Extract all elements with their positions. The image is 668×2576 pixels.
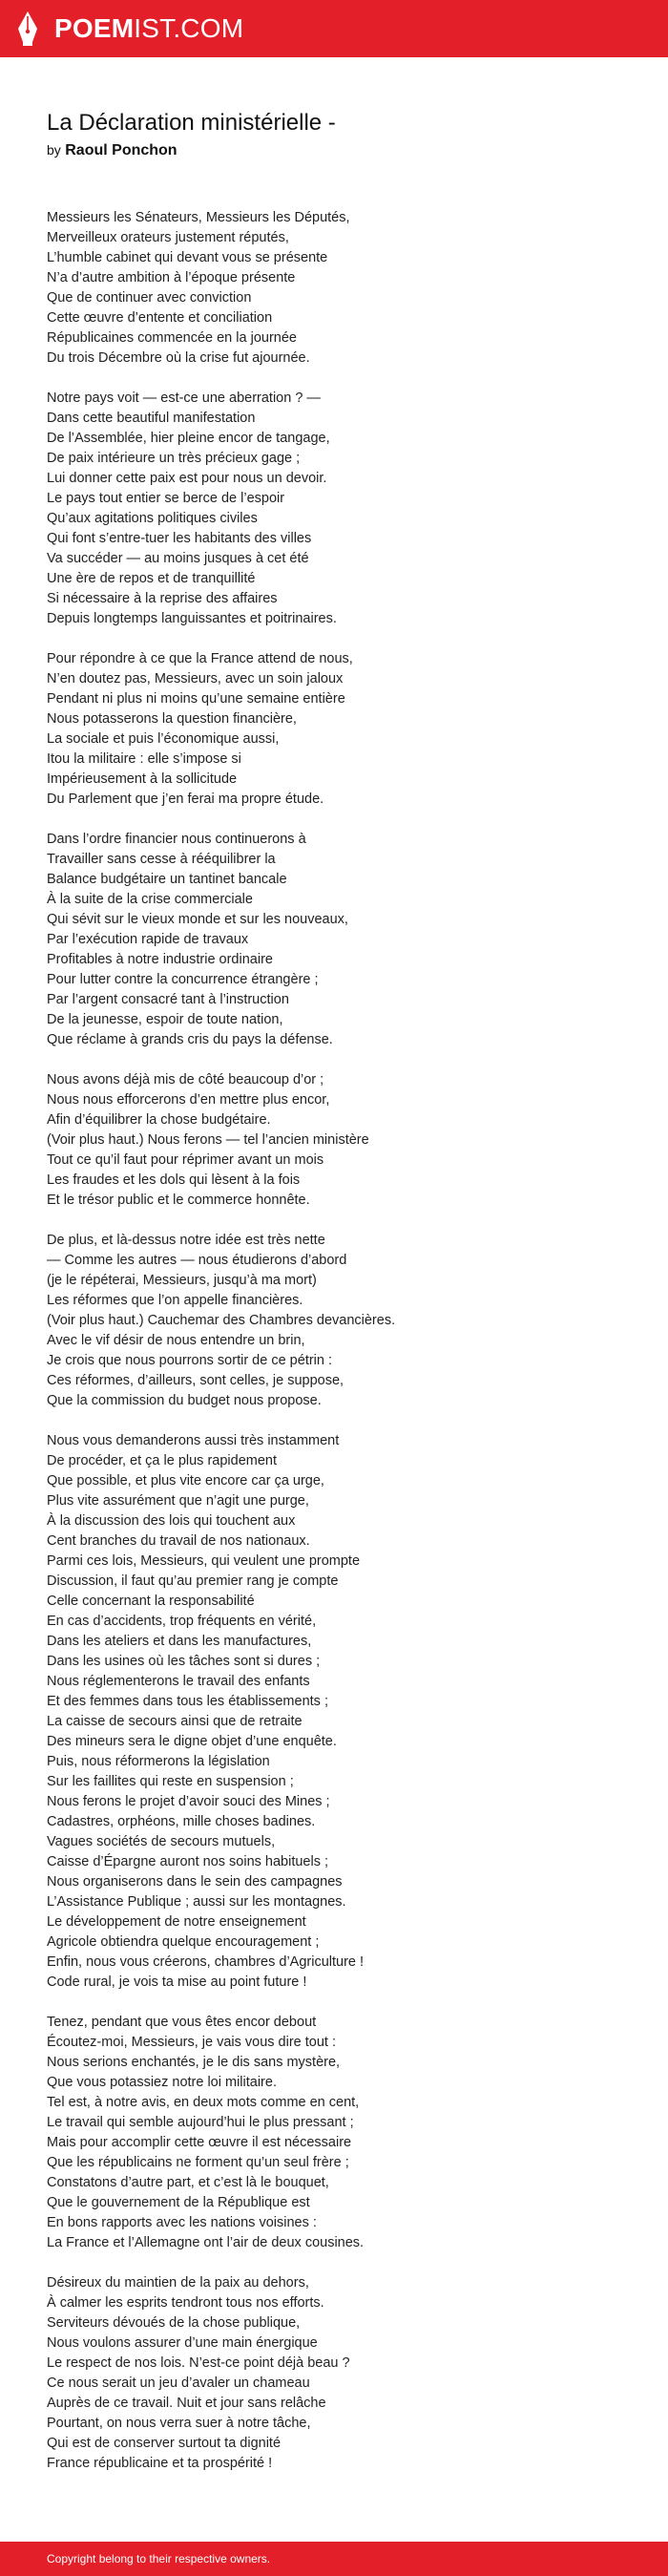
poem-line: Dans les ateliers et dans les manufactures, xyxy=(47,1634,312,1649)
poem-line: Et des femmes dans tous les établissements ; xyxy=(47,1694,328,1709)
poem-line: Nous nous efforcerons d’en mettre plus encor, xyxy=(47,1092,330,1108)
poem-stanza xyxy=(47,649,638,810)
poem-line: Va succéder — au moins jusques à cet été xyxy=(47,551,309,566)
poem-line: Tel est, à notre avis, en deux mots comme en cent, xyxy=(47,2095,360,2110)
poem-line: Nous organiserons dans le sein des campagnes xyxy=(47,1874,343,1890)
poem-line: Que de continuer avec conviction xyxy=(47,290,252,306)
poem-title: La Déclaration ministérielle - xyxy=(47,110,336,136)
poem-stanza xyxy=(47,389,638,629)
poem-line: Discussion, il faut qu’au premier rang je compte xyxy=(47,1573,339,1589)
poem-line: La sociale et puis l’économique aussi, xyxy=(47,731,280,747)
poem-line: Tout ce qu’il faut pour réprimer avant un mois xyxy=(47,1152,324,1168)
poem-byline xyxy=(47,139,177,161)
poem-line: Qui est de conserver surtout ta dignité xyxy=(47,2436,282,2451)
poem-line: Que les républicains ne forment qu’un seul frère ; xyxy=(47,2155,349,2170)
poem-line: Écoutez-moi, Messieurs, je vais vous dire tout : xyxy=(47,2035,337,2050)
poem-line: Républicaines commencée en la journée xyxy=(47,330,297,346)
site-header xyxy=(0,0,668,57)
poem-line: Ces réformes, d’ailleurs, sont celles, je suppose, xyxy=(47,1373,344,1388)
poem-line: Si nécessaire à la reprise des affaires xyxy=(47,591,278,606)
poem-stanza xyxy=(47,2013,638,2253)
poem-line: (je le répéterai, Messieurs, jusqu’à ma mort) xyxy=(47,1273,317,1288)
poem-line: Lui donner cette paix est pour nous un devoir. xyxy=(47,471,327,486)
poem-line: La France et l’Allemagne ont l’air de deux cousines. xyxy=(47,2235,365,2250)
poem-line: Qui sévit sur le vieux monde et sur les nouveaux, xyxy=(47,912,348,927)
poem-line: Que réclame à grands cris du pays la défense. xyxy=(47,1032,333,1047)
poem-line: Messieurs les Sénateurs, Messieurs les Députés, xyxy=(47,210,350,225)
poem-line: Nous potasserons la question financière, xyxy=(47,711,297,727)
poem-line: Vagues sociétés de secours mutuels, xyxy=(47,1834,276,1849)
poem-line: Dans cette beautiful manifestation xyxy=(47,411,256,426)
poem-line: Du trois Décembre où la crise fut ajournée. xyxy=(47,350,310,366)
poem-line: Que le gouvernement de la République est xyxy=(47,2195,310,2210)
poem-line: Cadastres, orphéons, mille choses badines. xyxy=(47,1814,316,1829)
site-logo[interactable] xyxy=(16,11,243,47)
poem-line: Je crois que nous pourrons sortir de ce pétrin : xyxy=(47,1353,333,1368)
poem-line: Impérieusement à la sollicitude xyxy=(47,771,238,787)
site-logo-text xyxy=(54,11,243,47)
poem-line: De plus, et là-dessus notre idée est très nette xyxy=(47,1233,325,1248)
poem-line: Des mineurs sera le digne objet d’une enquête. xyxy=(47,1734,337,1749)
poem-line: Enfin, nous vous créerons, chambres d’Agriculture ! xyxy=(47,1954,365,1970)
poem-line: Qui font s’entre-tuer les habitants des villes xyxy=(47,531,312,546)
logo-text-light: IST.COM xyxy=(134,13,244,43)
poem-line: Plus vite assurément que n’agit une purge, xyxy=(47,1493,309,1509)
poem-line: Et le trésor public et le commerce honnête. xyxy=(47,1193,310,1208)
poem-line: À la suite de la crise commerciale xyxy=(47,892,253,907)
poem-line: (Voir plus haut.) Nous ferons — tel l’ancien ministère xyxy=(47,1132,369,1148)
poem-stanza xyxy=(47,1231,638,1411)
poem-line: Dans les usines où les tâches sont si dures ; xyxy=(47,1654,321,1669)
poem-line: Par l’argent consacré tant à l’instruction xyxy=(47,992,289,1007)
poem-stanza xyxy=(47,830,638,1050)
poem-line: La caisse de secours ainsi que de retraite xyxy=(47,1714,303,1729)
poem-line: Merveilleux orateurs justement réputés, xyxy=(47,230,289,245)
poem-line: Nous ferons le projet d’avoir souci des Mines ; xyxy=(47,1794,330,1809)
poem-line: Celle concernant la responsabilité xyxy=(47,1594,255,1609)
poem-line: Les réformes que l’on appelle financières. xyxy=(47,1293,303,1308)
poem-line: Nous vous demanderons aussi très instamment xyxy=(47,1433,340,1448)
poem-line: Nous réglementerons le travail des enfants xyxy=(47,1674,310,1689)
poem-line: N’a d’autre ambition à l’époque présente xyxy=(47,270,296,285)
poem-line: Pourtant, on nous verra suer à notre tâche, xyxy=(47,2416,311,2431)
poem-line: Par l’exécution rapide de travaux xyxy=(47,932,249,947)
poem-stanza xyxy=(47,208,638,369)
poem-line: Du Parlement que j’en ferai ma propre étude. xyxy=(47,792,324,807)
poem-body xyxy=(47,208,638,2494)
poem-line: Agricole obtiendra quelque encouragement ; xyxy=(47,1934,320,1950)
poem-line: Mais pour accomplir cette œuvre il est nécessaire xyxy=(47,2135,352,2150)
poem-line: Ce nous serait un jeu d’avaler un chameau xyxy=(47,2375,310,2391)
poem-line: Code rural, je vois ta mise au point future ! xyxy=(47,1974,307,1990)
poem-line: Cent branches du travail de nos nationaux. xyxy=(47,1533,310,1549)
poem-line: France républicaine et ta prospérité ! xyxy=(47,2456,273,2471)
poem-line: De paix intérieure un très précieux gage ; xyxy=(47,451,301,466)
poem-line: Dans l’ordre financier nous continuerons à xyxy=(47,832,306,847)
poem-line: Les fraudes et les dols qui lèsent à la fois xyxy=(47,1172,301,1188)
poem-line: Qu’aux agitations politiques civiles xyxy=(47,511,258,526)
poem-line: Le pays tout entier se berce de l’espoir xyxy=(47,491,285,506)
by-label: by xyxy=(47,142,61,158)
poem-line: Désireux du maintien de la paix au dehors, xyxy=(47,2275,309,2291)
poem-line: Balance budgétaire un tantinet bancale xyxy=(47,872,287,887)
poem-line: Avec le vif désir de nous entendre un brin, xyxy=(47,1333,305,1348)
poem-line: Auprès de ce travail. Nuit et jour sans relâche xyxy=(47,2396,326,2411)
site-footer xyxy=(0,2542,668,2576)
poem-line: Le développement de notre enseignement xyxy=(47,1914,306,1930)
poem-line: Constatons d’autre part, et c’est là le bouquet, xyxy=(47,2175,329,2190)
poem-line: Que possible, et plus vite encore car ça urge, xyxy=(47,1473,324,1489)
poem-line: Travailler sans cesse à rééquilibrer la xyxy=(47,852,276,867)
author-link[interactable]: Raoul Ponchon xyxy=(65,142,177,158)
poem-line: Serviteurs dévoués de la chose publique, xyxy=(47,2315,301,2331)
poem-line: — Comme les autres — nous étudierons d’abord xyxy=(47,1253,347,1268)
poem-line: Le travail qui semble aujourd’hui le plus pressant ; xyxy=(47,2115,354,2130)
poem-stanza xyxy=(47,1070,638,1211)
pen-nib-icon xyxy=(16,11,39,47)
poem-line: Une ère de repos et de tranquillité xyxy=(47,571,256,586)
poem-line: À calmer les esprits tendront tous nos efforts. xyxy=(47,2295,324,2311)
poem-line: Puis, nous réformerons la législation xyxy=(47,1754,270,1769)
poem-line: Profitables à notre industrie ordinaire xyxy=(47,952,273,967)
poem-line: Nous avons déjà mis de côté beaucoup d’or ; xyxy=(47,1072,324,1087)
poem-line: Pendant ni plus ni moins qu’une semaine entière xyxy=(47,691,345,707)
poem-line: De l’Assemblée, hier pleine encor de tangage, xyxy=(47,431,330,446)
poem-line: De procéder, et ça le plus rapidement xyxy=(47,1453,277,1468)
poem-line: Depuis longtemps languissantes et poitrinaires. xyxy=(47,611,337,626)
poem-line: À la discussion des lois qui touchent aux xyxy=(47,1513,296,1529)
poem-line: Nous serions enchantés, je le dis sans mystère, xyxy=(47,2055,341,2070)
poem-line: (Voir plus haut.) Cauchemar des Chambres devancières. xyxy=(47,1313,396,1328)
poem-line: Parmi ces lois, Messieurs, qui veulent une prompte xyxy=(47,1553,361,1569)
poem-line: Nous voulons assurer d’une main énergique xyxy=(47,2335,318,2351)
poem-line: Notre pays voit — est-ce une aberration ? — xyxy=(47,391,321,406)
poem-line: Cette œuvre d’entente et conciliation xyxy=(47,310,273,326)
poem-line: Itou la militaire : elle s’impose si xyxy=(47,751,241,767)
poem-line: De la jeunesse, espoir de toute nation, xyxy=(47,1012,283,1027)
logo-text-bold: POEM xyxy=(54,13,135,43)
poem-line: L’Assistance Publique ; aussi sur les montagnes. xyxy=(47,1894,346,1910)
poem-line: Que vous potassiez notre loi militaire. xyxy=(47,2075,277,2090)
poem-line: Tenez, pendant que vous êtes encor debout xyxy=(47,2015,317,2030)
poem-line: L’humble cabinet qui devant vous se présente xyxy=(47,250,328,265)
poem-line: Pour répondre à ce que la France attend de nous, xyxy=(47,651,353,666)
poem-stanza xyxy=(47,1431,638,1993)
poem-line: Sur les faillites qui reste en suspension ; xyxy=(47,1774,294,1789)
poem-line: Caisse d’Épargne auront nos soins habituels ; xyxy=(47,1854,329,1869)
poem-line: Que la commission du budget nous propose. xyxy=(47,1393,322,1408)
poem-stanza xyxy=(47,2273,638,2474)
poem-line: N’en doutez pas, Messieurs, avec un soin jaloux xyxy=(47,671,344,686)
poem-line: Le respect de nos lois. N’est-ce point déjà beau ? xyxy=(47,2355,350,2371)
copyright-text: Copyright belong to their respective owners. xyxy=(47,2552,271,2565)
poem-line: Afin d’équilibrer la chose budgétaire. xyxy=(47,1112,271,1128)
poem-line: En bons rapports avec les nations voisines : xyxy=(47,2215,317,2230)
poem-line: En cas d’accidents, trop fréquents en vérité, xyxy=(47,1614,317,1629)
poem-line: Pour lutter contre la concurrence étrangère ; xyxy=(47,972,319,987)
